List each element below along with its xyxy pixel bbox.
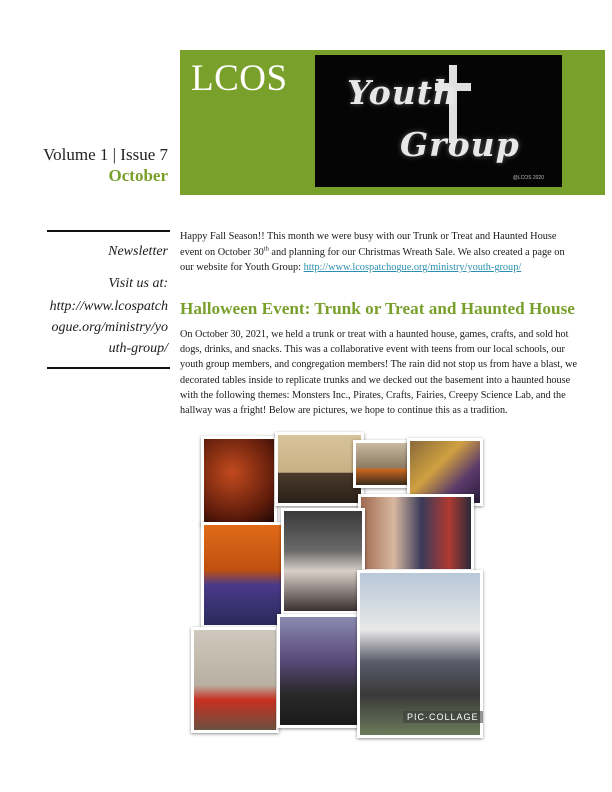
volume-issue: Volume 1 | Issue 7 [43, 145, 168, 164]
photo-throne [277, 614, 363, 728]
section-body: On October 30, 2021, we held a trunk or treat with a haunted house, games, crafts, and sold hot dogs, drinks, and snacks. This was a collaborative event with teens from our local schools, our youth group members, and congregation members! The rain did not stop us from have a blast, we decorated tables inside to replicate trunks and we decked out the basement into a haunted house with the following themes: Monsters Inc., Pirates, Crafts, Fairies, Creepy Science Lab, and the hallway was a fright! Below are pictures, we hope to continue this as a tradition. [180, 329, 578, 417]
collage-watermark: PIC·COLLAGE [403, 711, 483, 723]
logo-text-youth: Youth [347, 73, 458, 112]
section-heading: Halloween Event: Trunk or Treat and Haunted House [180, 299, 575, 318]
intro-text-2: and planning for our Christmas Wreath Sale. We also created a page on our website for Youth Group: [180, 246, 565, 274]
photo-table-display [191, 627, 279, 733]
intro-paragraph [180, 229, 578, 276]
youth-group-link[interactable]: http://www.lcospatchogue.org/ministry/youth-group/ [303, 262, 522, 274]
photo-pumpkins [353, 440, 411, 488]
photo-orange-room [201, 522, 285, 628]
intro-superscript: th [263, 245, 269, 253]
photo-collage [185, 432, 482, 733]
photo-costumed-teens [358, 494, 474, 572]
sidebar-top-rule [47, 230, 170, 232]
intro-text-1: Happy Fall Season!! This month we were busy with our Trunk or Treat and Haunted House event on October 30 [180, 231, 557, 258]
sidebar-visit-label: Visit us at: [108, 276, 168, 291]
sidebar-bottom-rule [47, 367, 170, 369]
photo-table-decor [275, 432, 364, 506]
sidebar-newsletter-label: Newsletter [108, 244, 168, 259]
issue-month: October [108, 166, 168, 185]
photo-skeleton [281, 508, 365, 614]
newsletter-title: LCOS [191, 58, 288, 99]
sidebar-website-link[interactable]: http://www.lcospatchogue.org/ministry/youth-group/ [49, 299, 168, 356]
youth-group-logo [315, 55, 562, 187]
photo-haunted-room [201, 436, 277, 526]
logo-copyright: @LCOS 2020 [512, 175, 544, 181]
logo-text-group: Group [400, 125, 520, 164]
